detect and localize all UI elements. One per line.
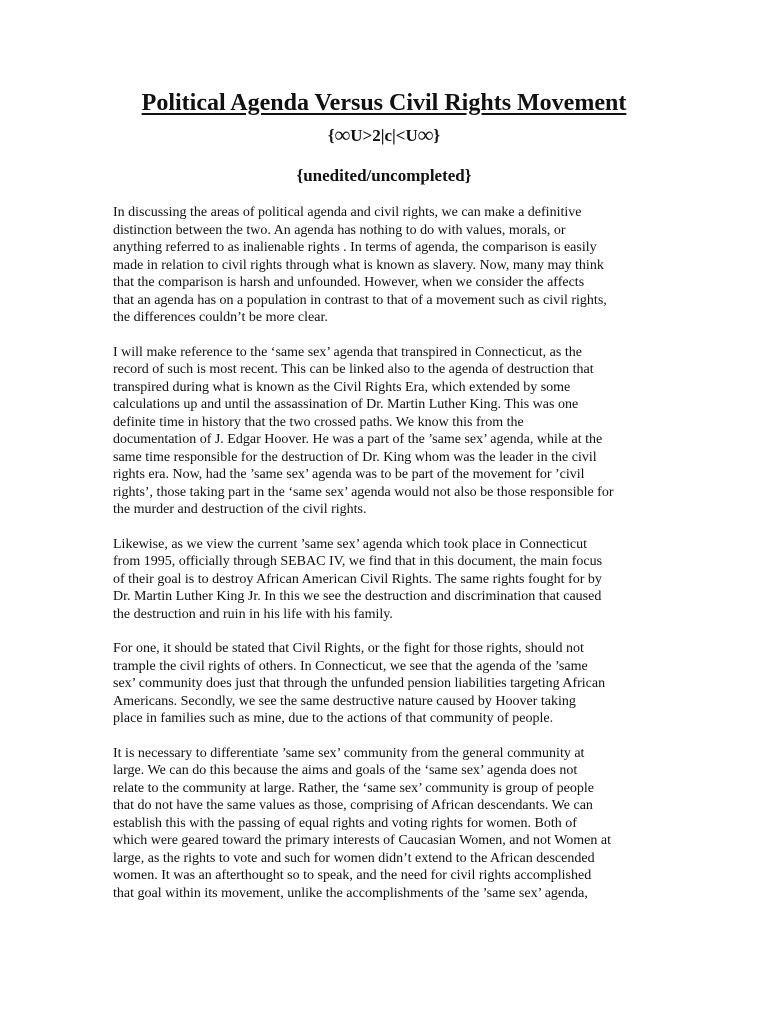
formula-open-brace: { bbox=[327, 126, 335, 145]
document-subtitle: {unedited/uncompleted} bbox=[296, 166, 472, 185]
infinity-symbol-left: ∞ bbox=[334, 122, 351, 147]
formula-line bbox=[0, 122, 768, 149]
paragraph-2: I will make reference to the ‘same sex’ agenda that transpired in Connecticut, as the record of such is most recent. This can be linked also to the agenda of destruction that transpired during what is known as the Civil Rights Era, which extended by some calculations up and until the assassination of Dr. Martin Luther King. This was one definite time in history that the two crossed paths. We know this from the documentation of J. Edgar Hoover. He was a part of the ’same sex’ agenda, while at the same time responsible for the destruction of Dr. King whom was the leader in the civil rights era. Now, had the ’same sex’ agenda was to be part of the movement for ’civil rights’, those taking part in the ‘same sex’ agenda would not also be those responsible for the murder and destruction of the civil rights. bbox=[113, 344, 614, 517]
paragraph-5: It is necessary to differentiate ’same sex’ community from the general community at large. We can do this because the aims and goals of the ‘same sex’ agenda does not relate to the community at large. Rather, the ‘same sex’ community is group of people that do not have the same values as those, comprising of African descendants. We can establish this with the passing of equal rights and voting rights for women. Both of which were geared toward the primary interests of Caucasian Women, and not Women at large, as the rights to vote and such for women didn’t extend to the African descended women. It was an afterthought so to speak, and the need for civil rights accomplished that goal within its movement, unlike the accomplishments of the ’same sex’ agenda, bbox=[113, 745, 611, 901]
infinity-symbol-right: ∞ bbox=[417, 122, 434, 147]
paragraph-4: For one, it should be stated that Civil Rights, or the fight for those rights, should not trample the civil rights of others. In Connecticut, we see that the agenda of the ’same sex’ community does just that through the unfunded pension liabilities targeting African Americans. Secondly, we see the same destructive nature caused by Hoover taking place in families such as mine, due to the actions of that community of people. bbox=[113, 641, 606, 726]
formula-expression: U>2|c|<U bbox=[350, 126, 418, 145]
formula-close-brace: } bbox=[433, 126, 441, 145]
document-body bbox=[113, 204, 661, 919]
document-title: Political Agenda Versus Civil Rights Movement bbox=[141, 90, 627, 116]
paragraph-1: In discussing the areas of political agenda and civil rights, we can make a definitive distinction between the two. An agenda has nothing to do with values, morals, or anything referred to as inalienable rights . In terms of agenda, the comparison is easily made in relation to civil rights through what is known as slavery. Now, many may think that the comparison is harsh and unfounded. However, when we consider the affects that an agenda has on a population in contrast to that of a movement such as civil rights, the differences couldn’t be more clear. bbox=[113, 205, 607, 325]
paragraph-3: Likewise, as we view the current ’same sex’ agenda which took place in Connecticut from 1995, officially through SEBAC IV, we find that in this document, the main focus of their goal is to destroy African American Civil Rights. The same rights fought for by Dr. Martin Luther King Jr. In this we see the destruction and discrimination that caused the destruction and ruin in his life with his family. bbox=[113, 536, 603, 622]
